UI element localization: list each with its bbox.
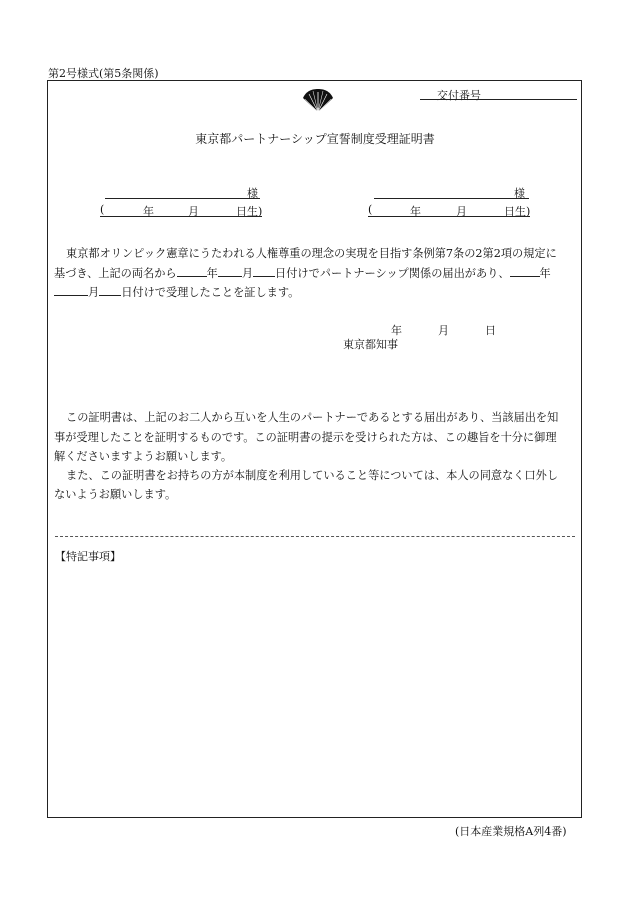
right-honorific: 様 — [514, 187, 525, 200]
right-name-line — [374, 198, 529, 199]
blank-year-field — [177, 264, 207, 277]
tokyo-ginkgo-emblem-icon — [300, 88, 336, 114]
special-notes-label: 【特記事項】 — [55, 550, 121, 563]
statement-line-3 — [54, 283, 299, 302]
blank-day-field — [253, 264, 275, 277]
issue-day: 日 — [485, 324, 496, 337]
left-birth-open: ( — [100, 203, 105, 216]
statement-month: 月 — [241, 267, 254, 280]
statement-line-3-b: 日付けで受理したことを証します。 — [121, 286, 300, 299]
left-birth-month: 月 — [188, 205, 199, 218]
blank-month-field-2 — [54, 283, 88, 296]
statement-line-2-a: 基づき、上記の両名から — [54, 267, 177, 280]
statement-line-1: 東京都オリンピック憲章にうたわれる人権尊重の理念の実現を目指す条例第7条の2第2項の規定に — [66, 247, 557, 260]
right-birth-day: 日生) — [504, 205, 531, 218]
paper-size-footer: (日本産業規格A列4番) — [455, 825, 567, 838]
document-title: 東京都パートナーシップ宣誓制度受理証明書 — [195, 132, 435, 146]
left-birth-underline — [100, 216, 262, 217]
certificate-number-label: 交付番号 — [437, 89, 481, 102]
left-honorific: 様 — [247, 187, 258, 200]
statement-year-2: 年 — [539, 267, 551, 280]
blank-year-field-2 — [510, 264, 540, 277]
statement-year: 年 — [206, 267, 218, 280]
statement-line-2-b: 日付けでパートナーシップ関係の届出があり、 — [275, 267, 510, 280]
statement-line-2 — [54, 264, 551, 283]
left-birth-year: 年 — [143, 205, 154, 218]
statement-month-2: 月 — [88, 286, 100, 299]
notice-line-2: 事が受理したことを証明するものです。この証明書の提示を受けられた方は、この趣旨を十分に御理 — [54, 431, 557, 444]
certificate-number-field — [420, 99, 577, 100]
notice-line-4: また、この証明書をお持ちの方が本制度を利用していること等については、本人の同意なく口外し — [66, 469, 559, 482]
issuer: 東京都知事 — [343, 338, 398, 351]
right-birth-month: 月 — [456, 205, 467, 218]
issue-year: 年 — [391, 324, 402, 337]
dashed-divider — [55, 536, 575, 537]
left-name-line — [105, 198, 260, 199]
notice-line-3: 解くださいますようお願いします。 — [54, 450, 233, 463]
issue-month: 月 — [438, 324, 449, 337]
blank-month-field — [218, 264, 242, 277]
notice-line-5: ないようお願いします。 — [54, 488, 177, 501]
left-birth-day: 日生) — [236, 205, 263, 218]
blank-day-field-2 — [99, 283, 121, 296]
right-birth-underline — [368, 216, 530, 217]
notice-line-1: この証明書は、上記のお二人から互いを人生のパートナーであるとする届出があり、当該届出を知 — [66, 411, 559, 424]
right-birth-open: ( — [368, 203, 373, 216]
right-birth-year: 年 — [410, 205, 421, 218]
form-number: 第2号様式(第5条関係) — [48, 67, 159, 80]
